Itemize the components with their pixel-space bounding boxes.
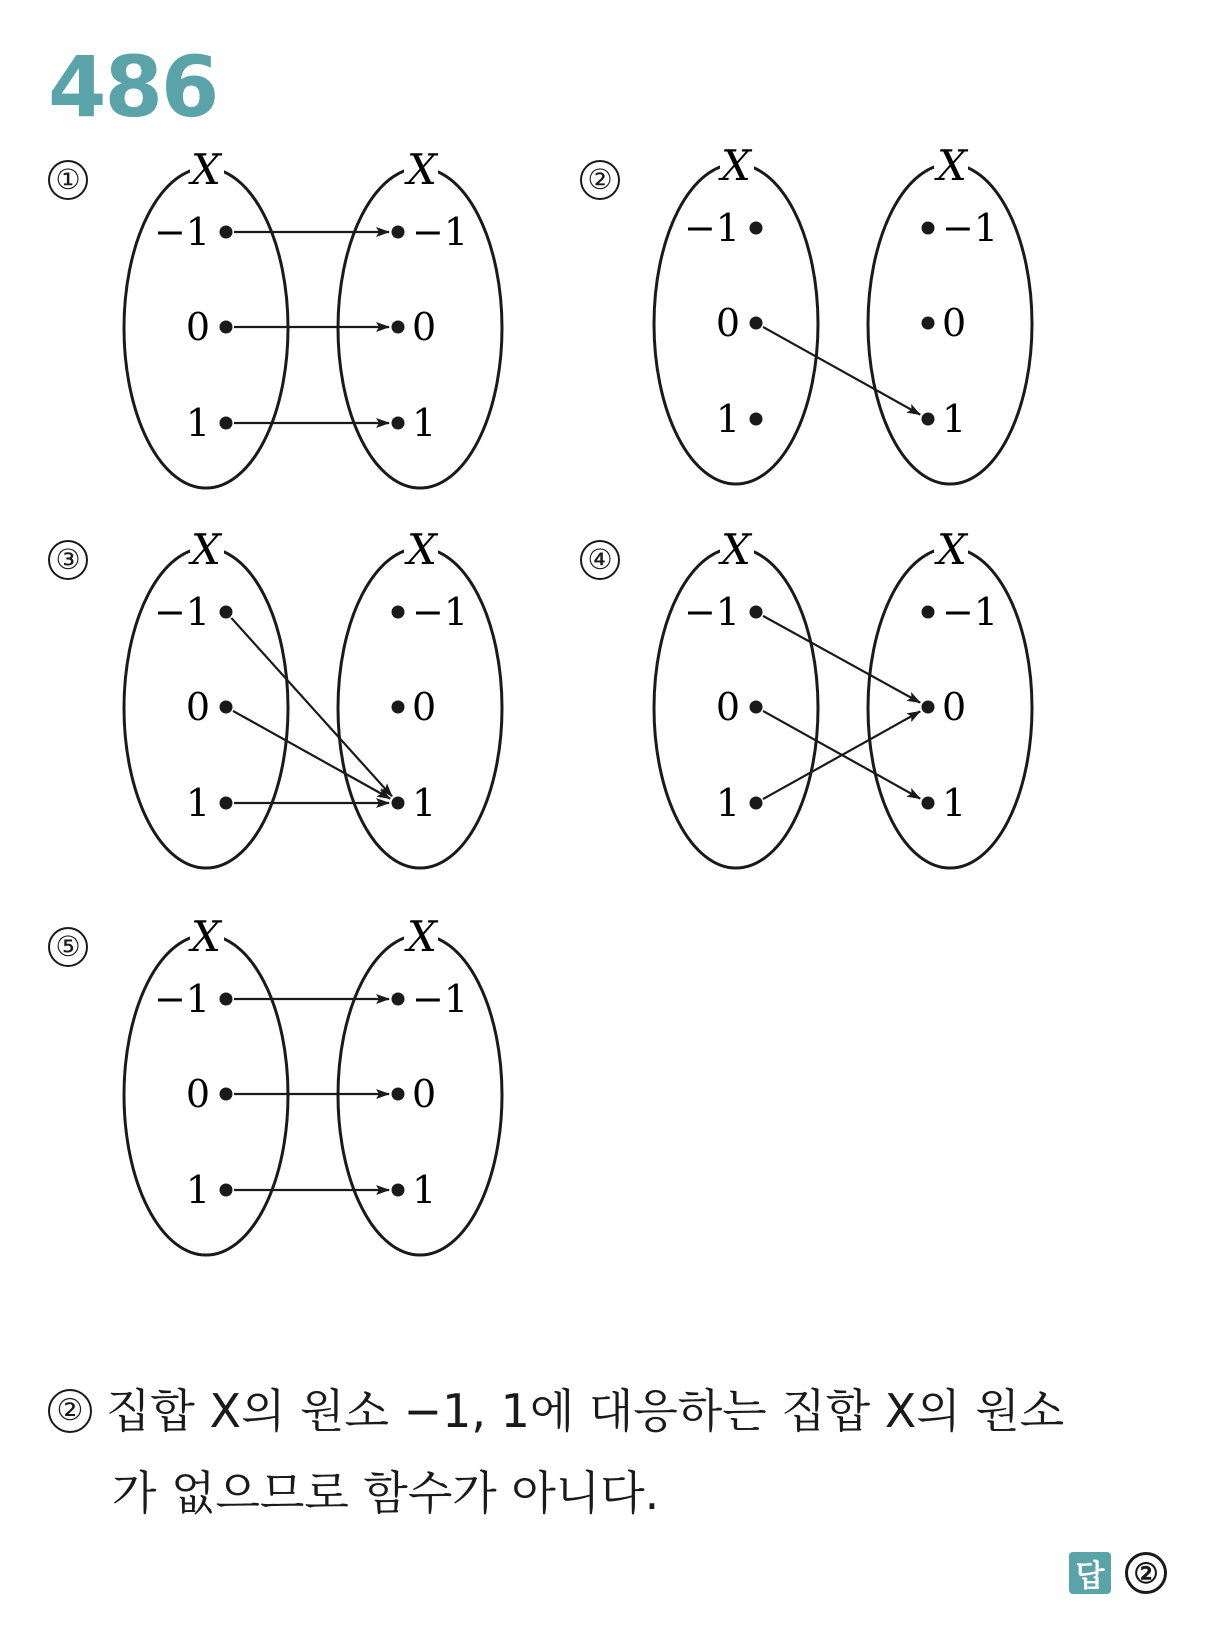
domain-element-dot (220, 1184, 233, 1197)
domain-element-label: −1 (153, 210, 210, 254)
domain-element-label: 0 (185, 305, 210, 349)
explanation-line-2: 가 없으므로 함수가 아니다. (112, 1466, 660, 1520)
codomain-element-label: 0 (412, 685, 437, 729)
option-marker-4: ④ (580, 540, 620, 580)
codomain-element-dot (392, 701, 405, 714)
codomain-element-dot (392, 993, 405, 1006)
option-marker-3: ③ (48, 540, 88, 580)
codomain-element-dot (392, 321, 405, 334)
domain-element-dot (220, 1088, 233, 1101)
domain-set-label: X (191, 912, 221, 961)
problem-number: 486 (48, 38, 218, 136)
domain-element-dot (750, 701, 763, 714)
domain-element-label: −1 (683, 206, 740, 250)
domain-element-label: 1 (185, 781, 210, 825)
mapping-arrow (763, 616, 920, 703)
domain-element-label: 0 (715, 301, 740, 345)
domain-element-dot (750, 606, 763, 619)
answer-value: ② (1125, 1552, 1167, 1594)
domain-element-dot (220, 606, 233, 619)
codomain-element-dot (922, 701, 935, 714)
explanation-line-1: 집합 X의 원소 −1, 1에 대응하는 집합 X의 원소 (106, 1384, 1065, 1438)
codomain-element-label: 1 (412, 781, 437, 825)
codomain-element-label: 0 (412, 305, 437, 349)
domain-element-label: 0 (185, 1072, 210, 1116)
diagram-option-4 (654, 525, 1032, 868)
codomain-element-label: 1 (942, 397, 967, 441)
domain-element-label: 1 (715, 397, 740, 441)
domain-element-label: 1 (715, 781, 740, 825)
answer-badge: 답 (1069, 1552, 1111, 1594)
diagram-option-3 (124, 525, 502, 868)
mapping-arrow (233, 711, 390, 799)
codomain-element-dot (392, 606, 405, 619)
domain-element-dot (220, 226, 233, 239)
codomain-element-label: −1 (942, 206, 999, 250)
codomain-set-label: X (937, 141, 967, 190)
option-marker-2: ② (580, 160, 620, 200)
domain-element-dot (220, 701, 233, 714)
codomain-element-label: 1 (942, 781, 967, 825)
domain-element-dot (220, 321, 233, 334)
domain-element-label: −1 (683, 590, 740, 634)
domain-element-dot (220, 417, 233, 430)
answer (1069, 1552, 1167, 1594)
domain-element-dot (220, 797, 233, 810)
domain-element-dot (750, 222, 763, 235)
domain-element-label: −1 (153, 590, 210, 634)
domain-set-label: X (721, 525, 751, 574)
codomain-element-dot (922, 222, 935, 235)
codomain-element-label: −1 (412, 977, 469, 1021)
codomain-element-dot (392, 797, 405, 810)
domain-element-dot (750, 413, 763, 426)
codomain-element-label: 0 (412, 1072, 437, 1116)
diagram-option-1 (124, 145, 502, 488)
codomain-element-dot (392, 1088, 405, 1101)
explanation-option-marker: ② (48, 1389, 92, 1433)
mapping-arrow (231, 618, 392, 796)
codomain-element-dot (922, 413, 935, 426)
codomain-element-dot (392, 1184, 405, 1197)
domain-set-label: X (721, 141, 751, 190)
codomain-element-label: −1 (412, 590, 469, 634)
domain-set-label: X (191, 145, 221, 194)
codomain-set-label: X (937, 525, 967, 574)
option-marker-5: ⑤ (48, 927, 88, 967)
domain-element-dot (220, 993, 233, 1006)
domain-element-label: −1 (153, 977, 210, 1021)
codomain-set-label: X (407, 145, 437, 194)
codomain-element-label: −1 (942, 590, 999, 634)
domain-element-label: 1 (185, 1168, 210, 1212)
codomain-element-dot (922, 317, 935, 330)
codomain-element-dot (392, 417, 405, 430)
codomain-element-label: 1 (412, 1168, 437, 1212)
domain-element-label: 0 (715, 685, 740, 729)
codomain-set-label: X (407, 525, 437, 574)
mapping-arrow (763, 327, 920, 415)
codomain-element-dot (392, 226, 405, 239)
diagram-option-5 (124, 912, 502, 1255)
domain-element-dot (750, 317, 763, 330)
diagram-option-2 (654, 141, 1032, 484)
explanation (48, 1370, 1064, 1534)
domain-element-label: 0 (185, 685, 210, 729)
domain-element-label: 1 (185, 401, 210, 445)
codomain-element-dot (922, 606, 935, 619)
codomain-set-label: X (407, 912, 437, 961)
option-marker-1: ① (48, 160, 88, 200)
codomain-element-label: −1 (412, 210, 469, 254)
codomain-element-label: 0 (942, 301, 967, 345)
codomain-element-label: 0 (942, 685, 967, 729)
domain-set-label: X (191, 525, 221, 574)
codomain-element-dot (922, 797, 935, 810)
domain-element-dot (750, 797, 763, 810)
codomain-element-label: 1 (412, 401, 437, 445)
